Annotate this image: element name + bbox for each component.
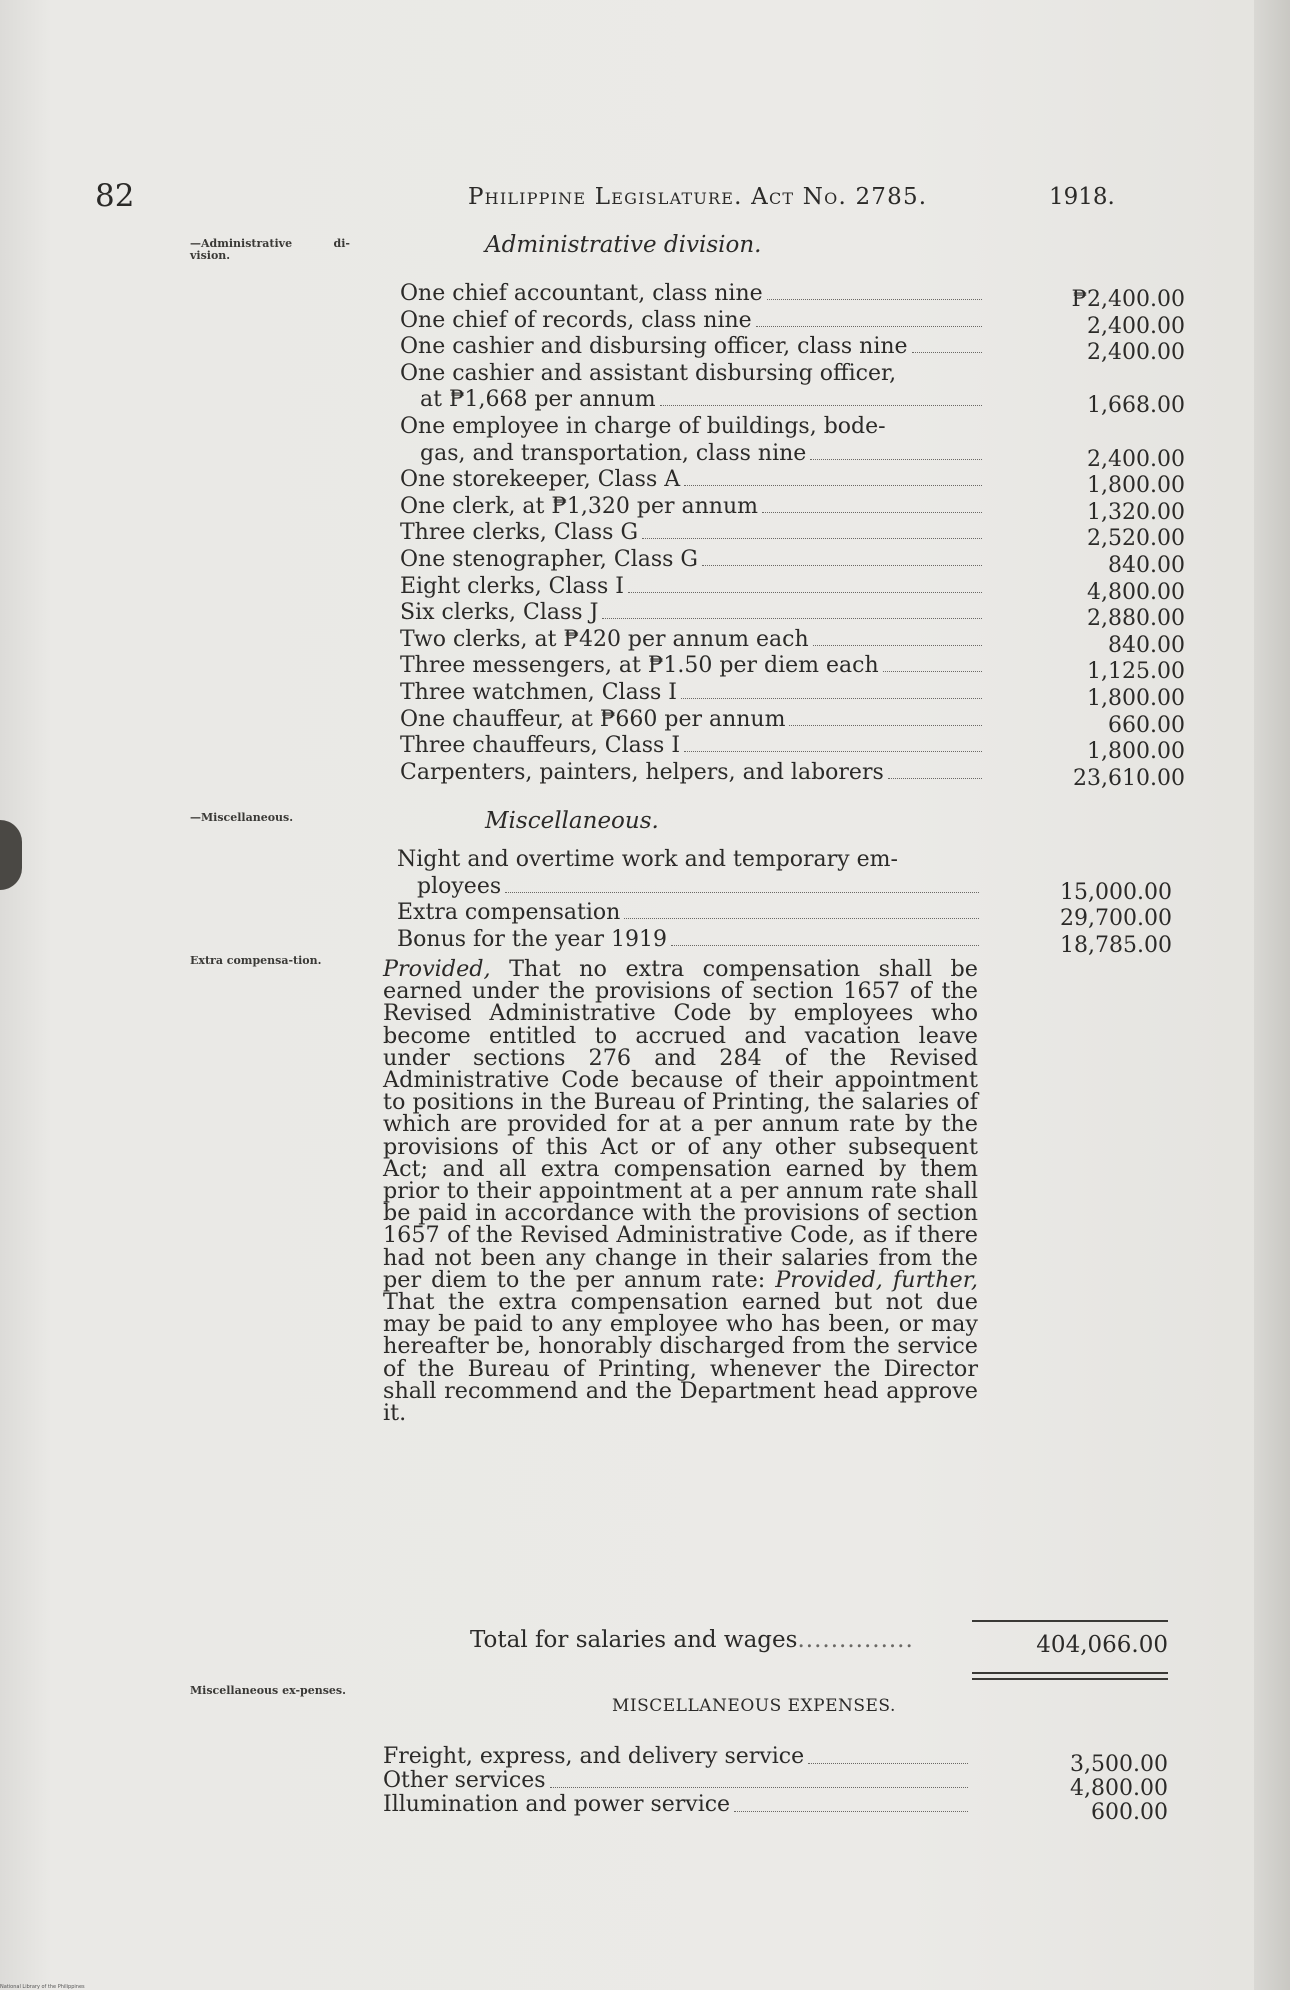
dot-leader — [756, 326, 982, 327]
item-label: Illumination and power service — [383, 1792, 731, 1817]
item-amount: 1,125.00 — [1087, 659, 1185, 685]
dot-leader — [505, 892, 979, 893]
item-label: Carpenters, painters, helpers, and laborers — [400, 759, 884, 785]
item-label: One stenographer, Class G — [400, 546, 698, 572]
list-item — [400, 334, 1185, 366]
heading-administrative-division: Administrative division. — [485, 232, 762, 258]
proviso-lead-2: Provided, further, — [775, 1266, 978, 1293]
item-label: Three chauffeurs, Class I — [400, 733, 681, 759]
dot-leader — [762, 512, 982, 513]
item-amount: 2,880.00 — [1087, 606, 1185, 632]
item-label: Three clerks, Class G — [400, 520, 639, 546]
list-item — [397, 900, 1172, 932]
list-item — [400, 307, 1185, 339]
item-amount: 4,800.00 — [1070, 1776, 1168, 1801]
item-label: Night and overtime work and temporary em- — [397, 847, 898, 872]
total-label — [470, 1627, 914, 1653]
list-item — [400, 546, 1185, 578]
heading-misc-expenses: MISCELLANEOUS EXPENSES. — [612, 1696, 896, 1716]
item-label: Other services — [383, 1768, 546, 1793]
dot-leader — [912, 352, 982, 353]
item-label: at ₱1,668 per annum — [420, 387, 656, 413]
total-label-text: Total for salaries and wages — [470, 1627, 798, 1653]
total-rule-double — [972, 1672, 1168, 1680]
list-item — [383, 1792, 1168, 1825]
dot-leader — [702, 565, 982, 566]
list-item — [400, 440, 1185, 472]
item-amount: 3,500.00 — [1070, 1752, 1168, 1777]
administrative-salary-list — [400, 281, 1185, 791]
dot-leader — [684, 751, 982, 752]
item-amount: 1,668.00 — [1087, 393, 1185, 419]
dot-leader — [602, 618, 982, 619]
item-label: Freight, express, and delivery service — [383, 1744, 805, 1769]
dot-leader — [888, 778, 982, 779]
dot-leader — [550, 1787, 968, 1788]
list-item — [400, 281, 1185, 312]
item-label: Eight clerks, Class I — [400, 573, 624, 599]
item-label: Six clerks, Class J — [400, 600, 599, 626]
list-item — [400, 573, 1185, 605]
proviso-text-2: That the extra compensation earned but not due may be paid to any employee who has been, or may hereafter be, honorably discharged from the service of the Bureau of Printing, whenever the Director shall recommend and the Department head approve it. — [383, 1289, 978, 1427]
item-amount: 1,800.00 — [1087, 739, 1185, 765]
item-label: Bonus for the year 1919 — [397, 926, 668, 952]
item-amount: 2,520.00 — [1087, 526, 1185, 552]
list-item — [400, 653, 1185, 685]
list-item — [397, 926, 1172, 958]
list-item — [400, 733, 1185, 765]
item-amount: 600.00 — [1091, 1800, 1168, 1825]
item-amount: 2,400.00 — [1087, 340, 1185, 366]
item-amount: 15,000.00 — [1060, 879, 1172, 905]
item-label: One chauffeur, at ₱660 per annum — [400, 706, 786, 732]
dot-leader — [624, 918, 979, 919]
item-label: Three messengers, at ₱1.50 per diem each — [400, 653, 879, 679]
scan-credit: National Library of the Philippines — [0, 1984, 85, 1990]
item-amount: 2,400.00 — [1087, 446, 1185, 472]
item-amount: 840.00 — [1108, 632, 1185, 658]
dot-leader — [671, 945, 979, 946]
list-item — [397, 847, 1172, 874]
item-label: Two clerks, at ₱420 per annum each — [400, 626, 809, 652]
heading-miscellaneous: Miscellaneous. — [485, 808, 659, 834]
item-label: One employee in charge of buildings, bode- — [400, 413, 886, 439]
list-item — [400, 520, 1185, 552]
item-label: gas, and transportation, class nine — [420, 440, 807, 466]
item-label: One storekeeper, Class A — [400, 467, 681, 493]
dot-leader — [810, 459, 982, 460]
margin-note-misc-expenses: Miscellaneous ex-penses. — [190, 1684, 346, 1697]
total-rule-top — [972, 1620, 1168, 1622]
dot-leader — [684, 485, 982, 486]
item-amount: ₱2,400.00 — [1071, 287, 1185, 312]
item-label: One cashier and assistant disbursing officer, — [400, 360, 897, 386]
item-label: ployees — [417, 873, 502, 899]
item-label: Extra compensation — [397, 900, 621, 926]
item-amount: 1,800.00 — [1087, 473, 1185, 499]
list-item — [400, 600, 1185, 632]
scan-finger-shadow — [0, 820, 22, 890]
dot-leader — [681, 698, 982, 699]
item-label: One chief of records, class nine — [400, 307, 752, 333]
dot-leader — [660, 405, 982, 406]
item-label: One cashier and disbursing officer, class nine — [400, 334, 908, 360]
item-amount: 4,800.00 — [1087, 579, 1185, 605]
margin-note-miscellaneous: —Miscellaneous. — [190, 811, 294, 824]
list-item — [400, 387, 1185, 419]
item-amount: 1,320.00 — [1087, 499, 1185, 525]
item-label: Three watchmen, Class I — [400, 679, 677, 705]
list-item — [383, 1744, 1168, 1777]
item-amount: 23,610.00 — [1073, 765, 1185, 791]
margin-note-administrative: —Administrative di-vision. — [190, 237, 350, 262]
dot-leader — [767, 299, 982, 300]
proviso-lead: Provided, — [383, 956, 491, 982]
list-item — [400, 414, 1185, 441]
total-leader: .............. — [797, 1627, 914, 1653]
list-item — [400, 706, 1185, 738]
dot-leader — [808, 1763, 968, 1764]
item-label: One clerk, at ₱1,320 per annum — [400, 493, 758, 519]
dot-leader — [813, 645, 982, 646]
list-item — [400, 467, 1185, 499]
page-edge-shadow — [1254, 0, 1290, 1990]
item-amount: 660.00 — [1108, 712, 1185, 738]
proviso-paragraph — [383, 956, 978, 1427]
list-item — [400, 493, 1185, 525]
item-amount: 1,800.00 — [1087, 685, 1185, 711]
item-amount: 2,400.00 — [1087, 313, 1185, 339]
item-label: One chief accountant, class nine — [400, 281, 763, 306]
list-item — [400, 679, 1185, 711]
list-item — [400, 759, 1185, 791]
running-head-year: 1918. — [1049, 184, 1115, 210]
margin-note-extra-compensation: Extra compensa-tion. — [190, 954, 322, 967]
list-item — [400, 626, 1185, 658]
item-amount: 840.00 — [1108, 552, 1185, 578]
list-item — [400, 361, 1185, 388]
proviso-text-1: That no extra compensation shall be earned under the provisions of section 1657 of the Revised Administrative Code by employees who become entitled to accrued and vacation leave under sections 276 and 284 of the Revised Administrative Code because of their appointment to positions in the Bureau of Printing, the salaries of which are provided for at a per annum rate by the provisions of this Act or of any other subsequent Act; and all extra compensation earned by them prior to their appointment at a per annum rate shall be paid in accordance with the provisions of section 1657 of the Revised Administrative Code, as if there had not been any change in their salaries from the per diem to the per annum rate: — [383, 956, 978, 1293]
misc-expenses-list — [383, 1744, 1168, 1825]
item-amount: 29,700.00 — [1060, 906, 1172, 932]
dot-leader — [642, 538, 982, 539]
dot-leader — [883, 671, 982, 672]
page-number: 82 — [95, 178, 135, 214]
item-amount: 18,785.00 — [1060, 932, 1172, 958]
dot-leader — [734, 1811, 968, 1812]
dot-leader — [628, 592, 982, 593]
dot-leader — [789, 725, 982, 726]
total-amount: 404,066.00 — [1036, 1632, 1168, 1658]
list-item — [397, 873, 1172, 905]
miscellaneous-salary-list — [397, 847, 1172, 958]
running-head: Philippine Legislature. Act No. 2785. — [468, 184, 928, 210]
list-item — [383, 1768, 1168, 1801]
